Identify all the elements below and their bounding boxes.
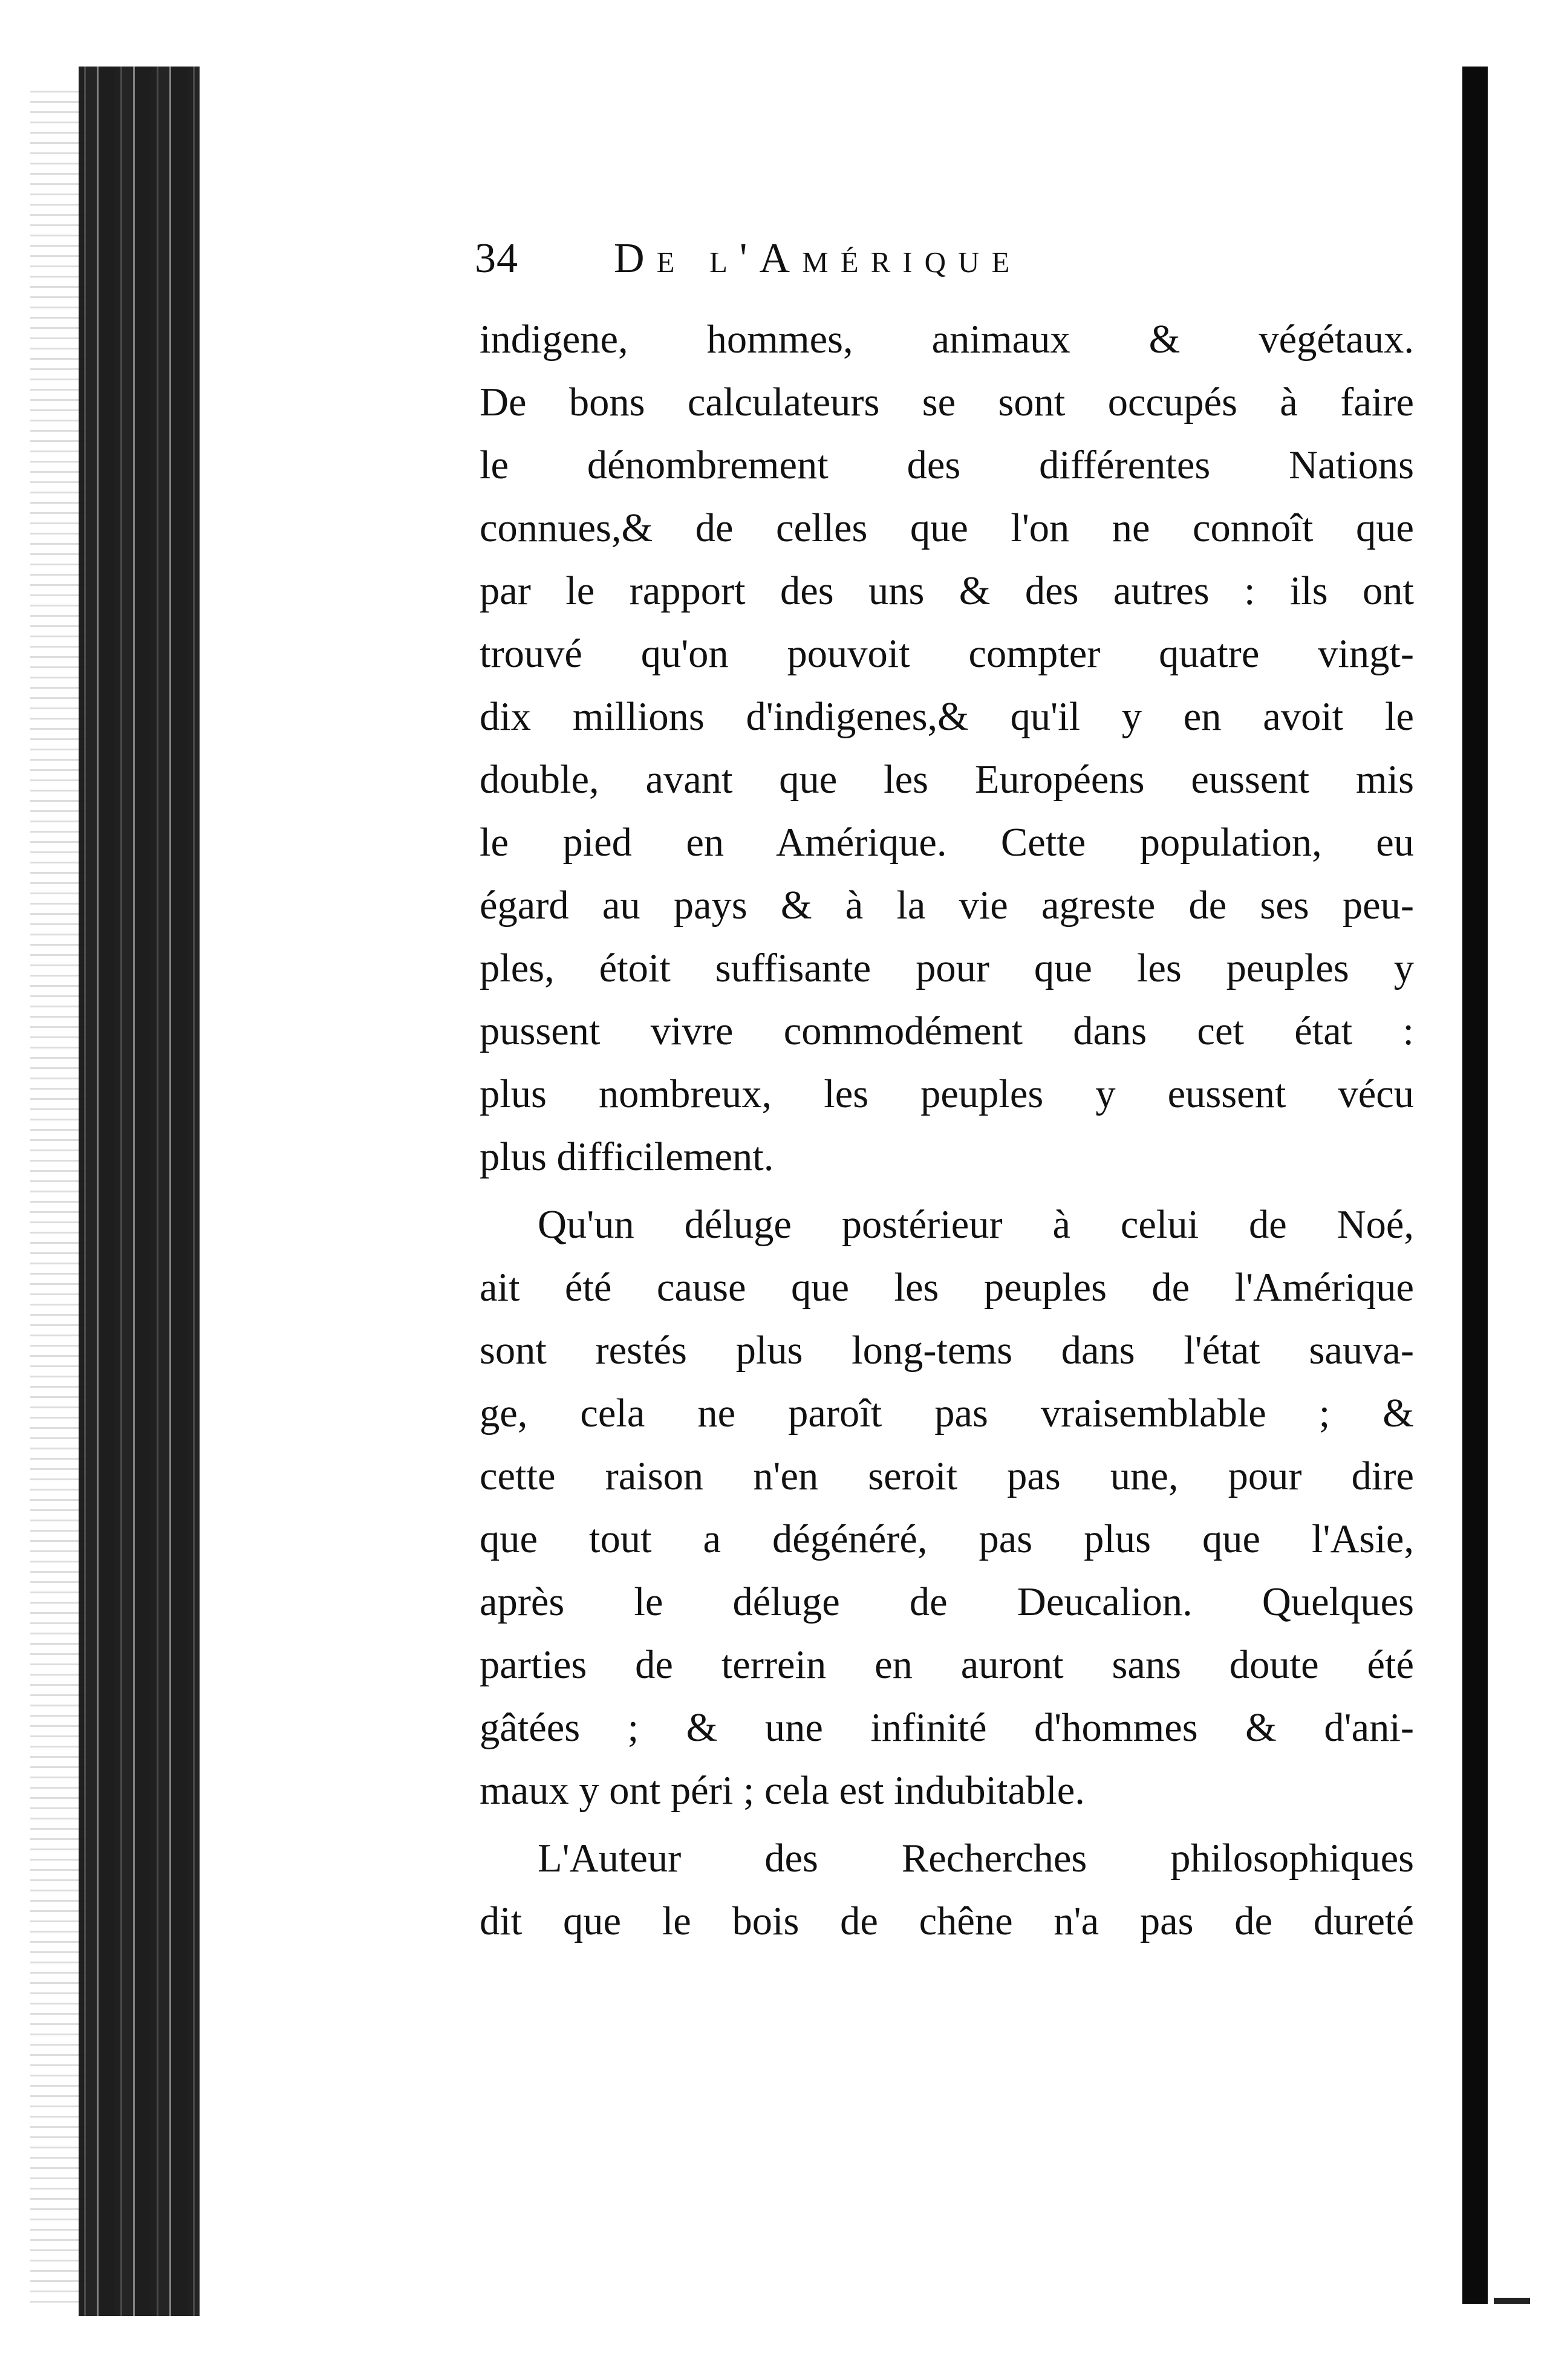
text-line: L'Auteur des Recherches philosophiques [538, 1836, 1414, 1881]
text-line: gâtées ; & une infinité d'hommes & d'ani- [480, 1706, 1414, 1750]
text-line: dit que le bois de chêne n'a pas de dureté [480, 1899, 1414, 1943]
binding-shadow [79, 67, 200, 2316]
text-line: maux y ont péri ; cela est indubitable. [480, 1769, 1085, 1813]
text-line: que tout a dégénéré, pas plus que l'Asie, [480, 1517, 1414, 1561]
text-line: ge, cela ne paroît pas vraisemblable ; & [480, 1391, 1414, 1435]
edge-mark [1494, 2298, 1530, 2304]
text-line: De bons calculateurs se sont occupés à faire [480, 380, 1414, 424]
paragraph-gap [480, 1189, 1414, 1194]
text-line: indigene, hommes, animaux & végétaux. [480, 317, 1414, 362]
page-header [475, 235, 1442, 295]
text-line: ait été cause que les peuples de l'Amérique [480, 1266, 1414, 1310]
text-line: cette raison n'en seroit pas une, pour dire [480, 1454, 1414, 1498]
text-line: le pied en Amérique. Cette population, eu [480, 821, 1414, 865]
page-number: 34 [475, 235, 518, 282]
text-line: égard au pays & à la vie agreste de ses peu- [480, 883, 1414, 928]
page-edge-shadow [1462, 67, 1488, 2304]
text-line: ples, étoit suffisante pour que les peuples y [480, 946, 1414, 990]
text-line: plus difficilement. [480, 1135, 774, 1179]
text-line: trouvé qu'on pouvoit compter quatre vingt- [480, 632, 1414, 676]
text-line: double, avant que les Européens eussent mis [480, 758, 1414, 802]
running-head: De l'Amérique [614, 235, 1022, 282]
text-line: le dénombrement des différentes Nations [480, 443, 1414, 487]
text-line: pussent vivre commodément dans cet état : [480, 1009, 1414, 1053]
binding-shadow-faint [30, 91, 85, 2304]
text-line: plus nombreux, les peuples y eussent vécu [480, 1072, 1414, 1116]
text-line: sont restés plus long-tems dans l'état sauva- [480, 1328, 1414, 1373]
text-line: par le rapport des uns & des autres : ils ont [480, 569, 1414, 613]
text-line: dix millions d'indigenes,& qu'il y en avoit le [480, 695, 1414, 739]
text-line: parties de terrein en auront sans doute été [480, 1643, 1414, 1687]
paragraph-gap [480, 1822, 1414, 1827]
text-line: connues,& de celles que l'on ne connoît que [480, 506, 1414, 550]
text-line: après le déluge de Deucalion. Quelques [480, 1580, 1414, 1624]
text-line: Qu'un déluge postérieur à celui de Noé, [538, 1203, 1414, 1247]
body-text [480, 308, 1414, 1953]
